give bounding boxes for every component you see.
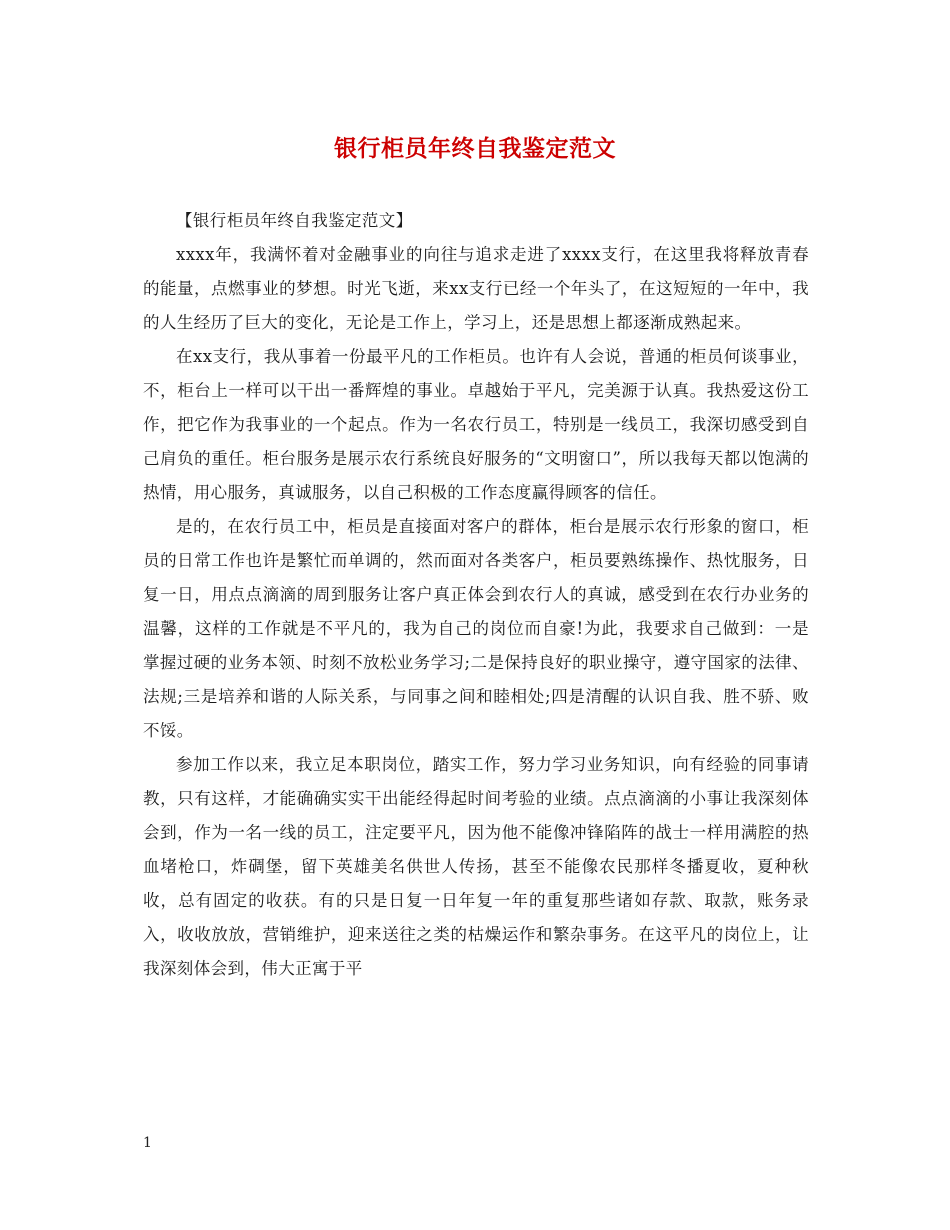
- paragraph: 是的，在农行员工中，柜员是直接面对客户的群体，柜台是展示农行形象的窗口，柜员的日常工作也许是繁忙而单调的，然而面对各类客户，柜员要熟练操作、热忱服务，日复一日，用点点滴滴的周到服务让客户真正体会到农行人的真诚，感受到在农行办业务的温馨，这样的工作就是不平凡的，我为自己的岗位而自豪!为此，我要求自己做到：一是掌握过硬的业务本领、时刻不放松业务学习;二是保持良好的职业操守，遵守国家的法律、法规;三是培养和谐的人际关系，与同事之间和睦相处;四是清醒的认识自我、胜不骄、败不馁。: [143, 517, 809, 740]
- document-title: 银行柜员年终自我鉴定范文: [334, 135, 616, 162]
- paragraph: xxxx年，我满怀着对金融事业的向往与追求走进了xxxx支行，在这里我将释放青春的能量，点燃事业的梦想。时光飞逝，来xx支行已经一个年头了，在这短短的一年中，我的人生经历了巨大的变化，无论是工作上，学习上，还是思想上都逐渐成熟起来。: [143, 245, 809, 332]
- paragraph: 在xx支行，我从事着一份最平凡的工作柜员。也许有人会说，普通的柜员何谈事业，不，柜台上一样可以干出一番辉煌的事业。卓越始于平凡，完美源于认真。我热爱这份工作，把它作为我事业的一个起点。作为一名农行员工，特别是一线员工，我深切感受到自己肩负的重任。柜台服务是展示农行系统良好服务的“文明窗口”，所以我每天都以饱满的热情，用心服务，真诚服务，以自己积极的工作态度赢得顾客的信任。: [143, 347, 809, 502]
- paragraph: 参加工作以来，我立足本职岗位，踏实工作，努力学习业务知识，向有经验的同事请教，只有这样，才能确确实实干出能经得起时间考验的业绩。点点滴滴的小事让我深刻体会到，作为一名一线的员工，注定要平凡，因为他不能像冲锋陷阵的战士一样用满腔的热血堵枪口，炸碉堡，留下英雄美名供世人传扬，甚至不能像农民那样冬播夏收，夏种秋收，总有固定的收获。有的只是日复一日年复一年的重复那些诸如存款、取款，账务录入，收收放放，营销维护，迎来送往之类的枯燥运作和繁杂事务。在这平凡的岗位上，让我深刻体会到，伟大正寓于平: [143, 755, 809, 978]
- document-body: [143, 204, 809, 986]
- paragraph-heading: 【银行柜员年终自我鉴定范文】: [176, 211, 413, 230]
- page-number: 1: [143, 1135, 152, 1151]
